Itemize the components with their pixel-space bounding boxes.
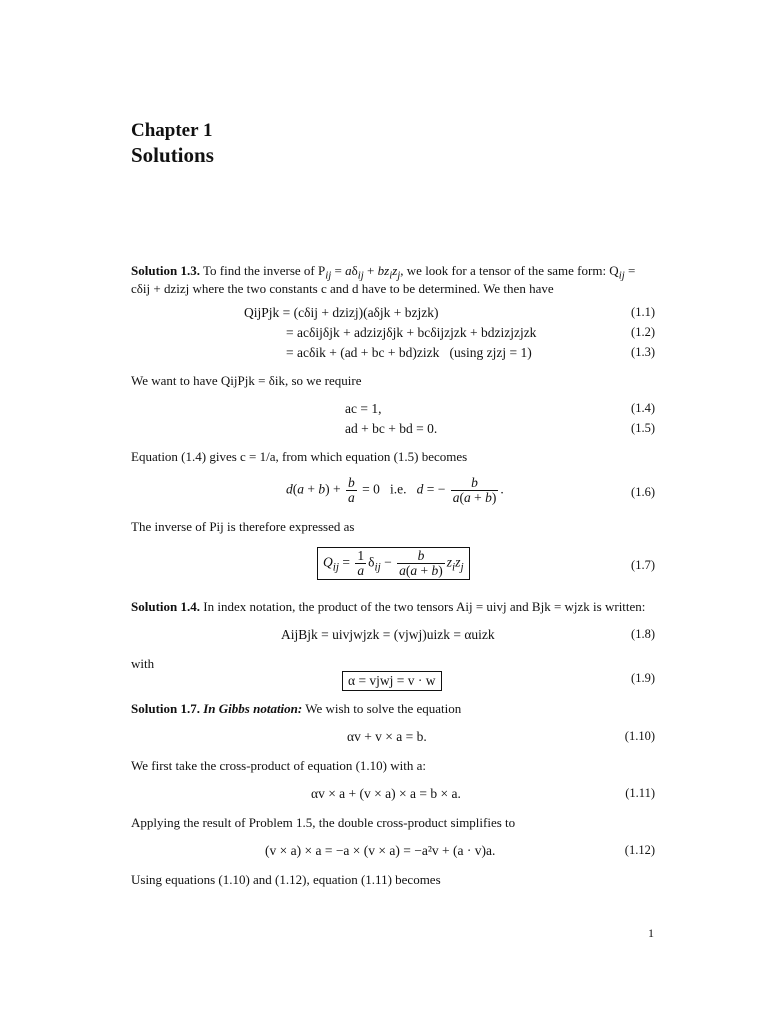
applying-text: Applying the result of Problem 1.5, the double cross-product simplifies to xyxy=(131,815,516,830)
with-text: with xyxy=(131,656,155,671)
eq3-rhs: = acδik + (ad + bc + bd)zizk xyxy=(286,345,440,360)
eq9-text: α = vjwj = v · w xyxy=(342,671,442,691)
eq5-text: ad + bc + bd = 0. xyxy=(345,421,438,436)
eq1-lhs: QijPjk xyxy=(244,305,280,320)
solution-1-4-paragraph xyxy=(131,598,661,616)
eq-number-1-7: (1.7) xyxy=(631,558,655,572)
eq-number-1-2: (1.2) xyxy=(631,325,655,339)
eq-number-1-1: (1.1) xyxy=(631,305,655,319)
want-text: We want to have QijPjk = δik, so we require xyxy=(131,373,362,388)
solution-1-7-paragraph xyxy=(131,700,661,718)
eq-number-1-12: (1.12) xyxy=(624,843,655,857)
equation-1-4 xyxy=(131,401,655,421)
sol13-text-1: To find the inverse of P xyxy=(203,263,326,278)
inverse-text: The inverse of Pij is therefore expressed as xyxy=(131,519,355,534)
equation-1-12 xyxy=(131,843,655,863)
solution-1-3-label: Solution 1.3. xyxy=(131,263,200,278)
eq4-text: ac = 1, xyxy=(345,401,382,416)
eq14-gives-text: Equation (1.4) gives c = 1/a, from which equation (1.5) becomes xyxy=(131,449,468,464)
gibbs-notation-heading: In Gibbs notation: xyxy=(203,701,303,716)
eq11-text: αv × a + (v × a) × a = b × a. xyxy=(311,786,461,801)
eq2-rhs: = acδijδjk + adzizjδjk + bcδijzjzk + bdzizjzjzk xyxy=(286,325,537,340)
equation-1-11 xyxy=(131,786,655,806)
equation-1-10 xyxy=(131,729,655,749)
eq-number-1-5: (1.5) xyxy=(631,421,655,435)
cross-product-text: We first take the cross-product of equation (1.10) with a: xyxy=(131,758,426,773)
solution-1-7-label: Solution 1.7. xyxy=(131,701,200,716)
eq3-note: (using zjzj = 1) xyxy=(449,345,532,360)
chapter-title: Solutions xyxy=(131,143,214,167)
eq-number-1-11: (1.11) xyxy=(625,786,655,800)
sol14-text: In index notation, the product of the two tensors Aij = uivj and Bjk = wjzk is written: xyxy=(203,599,646,614)
equation-1-2 xyxy=(131,325,655,345)
using-text: Using equations (1.10) and (1.12), equation (1.11) becomes xyxy=(131,872,441,887)
solution-1-3-paragraph: Solution 1.3. To find the inverse of $P_{ij} = a\delta_{ij} + bz_iz_j$, we look for a tensor of the same form: $Q_{ij}$ = xyxy=(131,263,636,282)
equation-1-8 xyxy=(131,627,655,647)
eq1-rhs: = (cδij + dzizj)(aδjk + bzjzk) xyxy=(282,305,439,320)
eq12-text: (v × a) × a = −a × (v × a) = −a²v + (a · v)a. xyxy=(265,843,496,858)
sol13-text-2: , we look for a tensor of the same form: Q xyxy=(400,263,619,278)
eq-number-1-10: (1.10) xyxy=(624,729,655,743)
eq-number-1-4: (1.4) xyxy=(631,401,655,415)
eq-number-1-8: (1.8) xyxy=(631,627,655,641)
equation-1-6: d(a + b) + $\frac{b}{a}$ = 0 i.e. d = − $\frac{b}{a(a + b)}$ . (1.6) xyxy=(286,475,655,505)
equation-1-3 xyxy=(131,345,655,365)
equation-1-5 xyxy=(131,421,655,441)
equation-1-7: $Q_{ij}$ = $\frac{1}{a}$ $\delta_{ij}$ − $\frac{b}{a(a + b)}$ $z_iz_j$ (1.7) xyxy=(131,547,655,585)
eq-number-1-3: (1.3) xyxy=(631,345,655,359)
solution-1-4-label: Solution 1.4. xyxy=(131,599,200,614)
equation-1-1 xyxy=(131,305,655,325)
eq8-text: AijBjk = uivjwjzk = (vjwj)uizk = αuizk xyxy=(281,627,495,642)
sol17-text: We wish to solve the equation xyxy=(302,701,462,716)
eq10-text: αv + v × a = b. xyxy=(347,729,427,744)
eq-number-1-9: (1.9) xyxy=(631,671,655,685)
sol13-line-2: cδij + dzizj where the two constants c and d have to be determined. We then have xyxy=(131,281,554,296)
page-number: 1 xyxy=(648,926,654,940)
eq-number-1-6: (1.6) xyxy=(631,485,655,499)
chapter-label: Chapter 1 xyxy=(131,120,213,141)
equation-1-9 xyxy=(131,671,655,691)
